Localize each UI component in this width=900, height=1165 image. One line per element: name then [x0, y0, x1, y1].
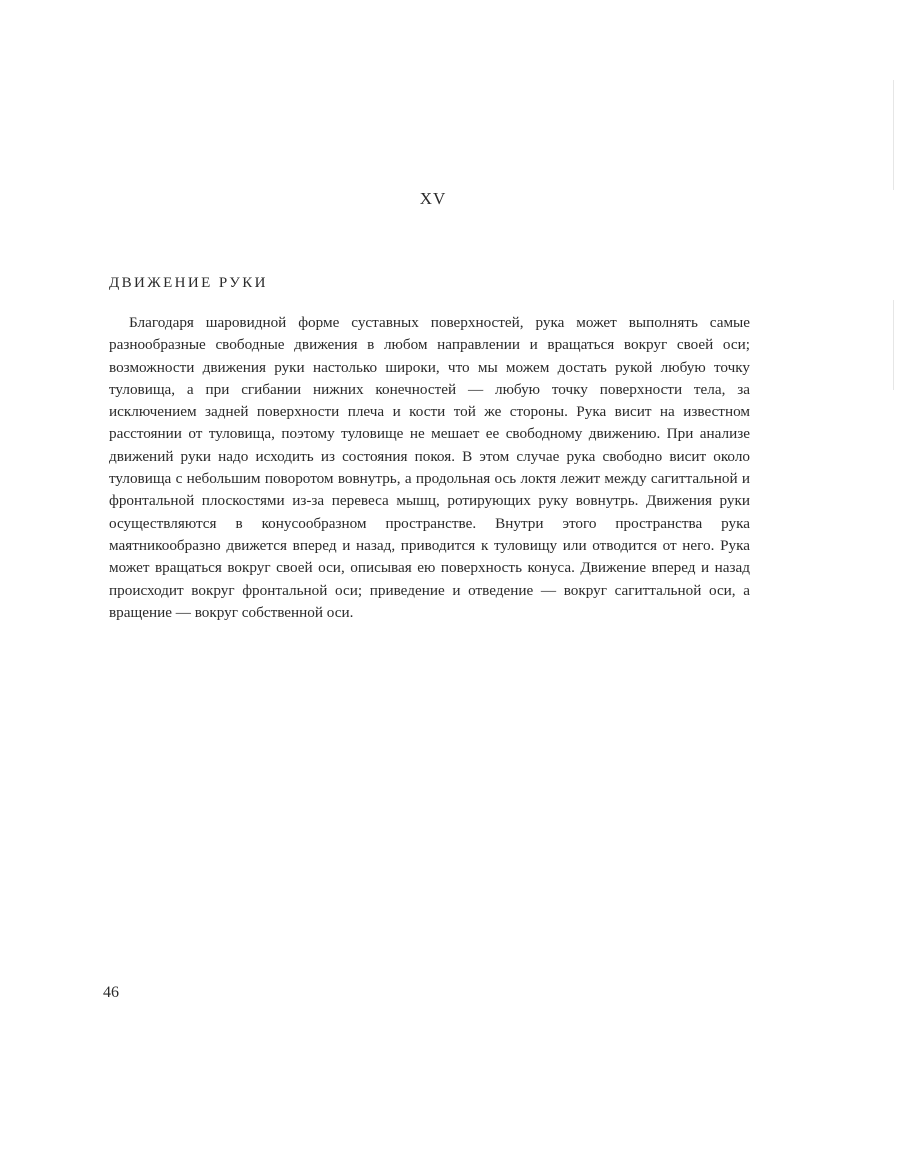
chapter-number: XV	[419, 189, 447, 208]
page-number: 46	[103, 984, 119, 1001]
body-paragraph: Благодаря шаровидной форме суставных поверхностей, рука может выполнять самые разнообразные свободные движения в любом направлении и вращаться вокруг своей оси; возможности движения руки настолько широки, что мы можем достать рукой любую точку туловища, а при сгибании нижних конечностей — любую точку поверхности тела, за исключением задней поверхности плеча и кости той же стороны. Рука висит на известном расстоянии от туловища, поэтому туловище не мешает ее свободному движению. При анализе движений руки надо исходить из состояния покоя. В этом случае рука свободно висит около туловища с небольшим поворотом вовнутрь, а продольная ось локтя лежит между сагиттальной и фронтальной плоскостями из-за перевеса мышц, ротирующих руку вовнутрь. Движения руки осуществляются в конусообразном пространстве. Внутри этого пространства рука маятникообразно движется вперед и назад, приводится к туловищу или отводится от него. Рука может вращаться вокруг своей оси, описывая ею поверхность конуса. Движение вперед и назад происходит вокруг фронтальной оси; приведение и отведение — вокруг сагиттальной оси, а вращение — вокруг собственной оси.	[109, 314, 750, 621]
chapter-title: ДВИЖЕНИЕ РУКИ	[109, 275, 268, 291]
scan-edge-mark	[893, 300, 894, 390]
scan-edge-mark	[893, 80, 894, 190]
